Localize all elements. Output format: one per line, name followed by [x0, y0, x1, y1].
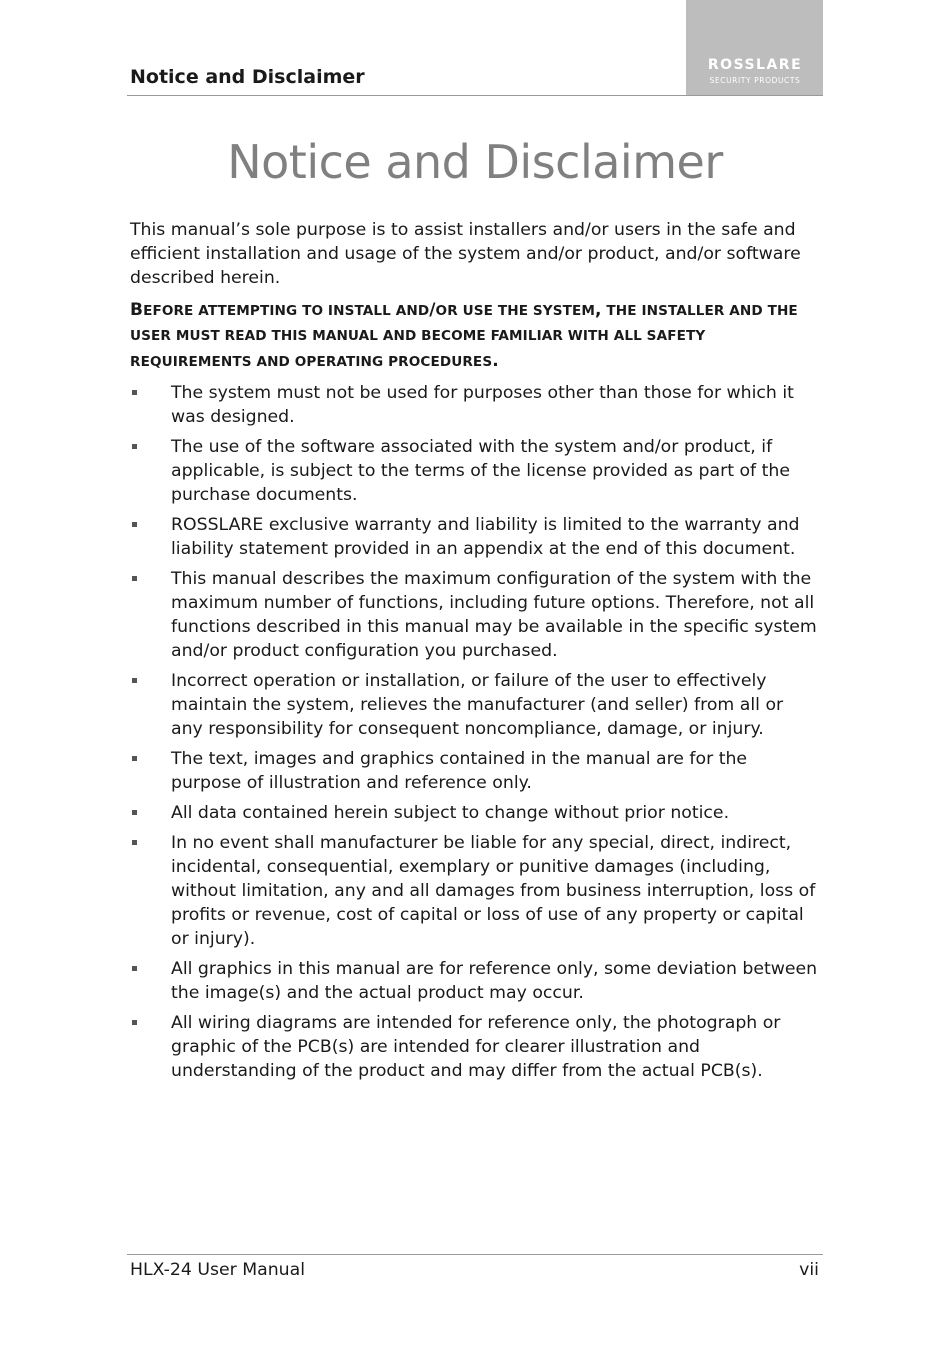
bullet-square-icon: [132, 756, 137, 761]
list-item: ROSSLARE exclusive warranty and liability is limited to the warranty and liability statement provided in an appendix at the end of this document.: [130, 513, 820, 561]
bullet-square-icon: [132, 840, 137, 845]
footer-divider: [127, 1254, 823, 1255]
bullet-square-icon: [132, 966, 137, 971]
main-content: [130, 218, 820, 1089]
list-item: All wiring diagrams are intended for reference only, the photograph or graphic of the PCB(s) are intended for clearer illustration and understanding of the product and may differ from the actual PCB(s).: [130, 1011, 820, 1083]
disclaimer-list: [130, 381, 820, 1083]
intro-paragraph: This manual’s sole purpose is to assist installers and/or users in the safe and efficient installation and usage of the system and/or product, and/or software described herein.: [130, 220, 801, 288]
running-header-title: Notice and Disclaimer: [130, 66, 365, 88]
list-item: The text, images and graphics contained in the manual are for the purpose of illustration and reference only.: [130, 747, 820, 795]
bullet-square-icon: [132, 810, 137, 815]
list-item: The system must not be used for purposes other than those for which it was designed.: [130, 381, 820, 429]
bullet-square-icon: [132, 678, 137, 683]
list-item: In no event shall manufacturer be liable for any special, direct, indirect, incidental, consequential, exemplary or punitive damages (including, without limitation, any and all damages from business interruption, loss of profits or revenue, cost of capital or loss of use of any property or capital or injury).: [130, 831, 820, 951]
safety-notice: BEFORE ATTEMPTING TO INSTALL AND/OR USE THE SYSTEM, THE INSTALLER AND THE USER MUST READ THIS MANUAL AND BECOME FAMILIAR WITH ALL SAFETY REQUIREMENTS AND OPERATING PROCEDURES.: [130, 300, 798, 371]
list-item: This manual describes the maximum configuration of the system with the maximum number of functions, including future options. Therefore, not all functions described in this manual may be available in the specific system and/or product configuration you purchased.: [130, 567, 820, 663]
bullet-square-icon: [132, 444, 137, 449]
header-divider: [127, 95, 823, 96]
bullet-square-icon: [132, 522, 137, 527]
logo-brand-text: ROSSLARE: [707, 57, 803, 73]
page-title: Notice and Disclaimer: [227, 135, 723, 189]
bullet-square-icon: [132, 390, 137, 395]
bullet-square-icon: [132, 576, 137, 581]
footer-manual-name: HLX-24 User Manual: [130, 1260, 305, 1280]
logo-subtitle-text: SECURITY PRODUCTS: [709, 76, 801, 85]
list-item: Incorrect operation or installation, or failure of the user to effectively maintain the system, relieves the manufacturer (and seller) from all or any responsibility for consequent noncompliance, damage, or injury.: [130, 669, 820, 741]
list-item: All graphics in this manual are for reference only, some deviation between the image(s) and the actual product may occur.: [130, 957, 820, 1005]
footer-page-number: vii: [799, 1260, 819, 1280]
brand-logo: [686, 0, 823, 96]
bullet-square-icon: [132, 1020, 137, 1025]
list-item: All data contained herein subject to change without prior notice.: [130, 801, 820, 825]
list-item: The use of the software associated with the system and/or product, if applicable, is subject to the terms of the license provided as part of the purchase documents.: [130, 435, 820, 507]
